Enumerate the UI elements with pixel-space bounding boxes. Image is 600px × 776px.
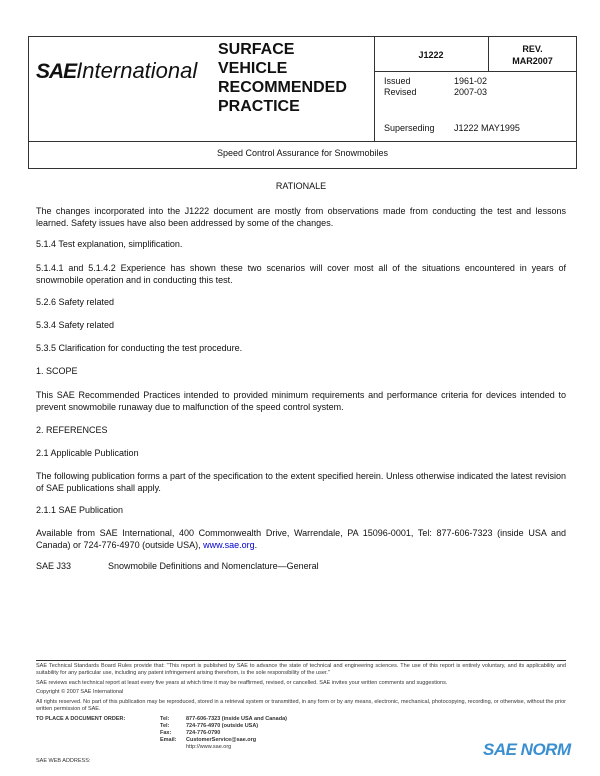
watermark-logo: SAE NORM	[483, 740, 571, 759]
footer-review: SAE reviews each technical report at least every five years at which time it may be reaffirmed, revised, or cancelled. SAE invites your written comments and suggestions.	[36, 680, 448, 686]
item-5-1-4: 5.1.4 Test explanation, simplification.	[36, 239, 183, 249]
footer-divider	[36, 660, 566, 661]
web-label: SAE WEB ADDRESS:	[36, 758, 91, 764]
doc-number: J1222	[418, 50, 444, 60]
reference-j33: SAE J33 Snowmobile Definitions and Nomenclature—General	[36, 561, 319, 571]
item-5-3-5: 5.3.5 Clarification for conducting the test procedure.	[36, 343, 243, 353]
superseding-label: Superseding	[384, 123, 435, 133]
item-5-3-4: 5.3.4 Safety related	[36, 320, 115, 330]
references-heading: 2. REFERENCES	[36, 425, 108, 435]
superseding-value: J1222 MAY1995	[454, 123, 520, 133]
applicable-heading: 2.1 Applicable Publication	[36, 448, 139, 458]
footer-rights: All rights reserved. No part of this publication may be reproduced, stored in a retrieval system or transmitted, in any form or by any means, electronic, mechanical, photocopying, recording, or otherwise, without the prior written permission of SAE.	[36, 699, 566, 712]
document-type: SURFACE VEHICLE RECOMMENDED PRACTICE	[218, 41, 347, 115]
scope-heading: 1. SCOPE	[36, 366, 78, 376]
issued-label: Issued Revised	[384, 76, 417, 97]
rationale-text: The changes incorporated into the J1222 document are mostly from observations made from conducting the test and lessons learned. Safety issues have also been addressed by some of the changes.	[36, 206, 566, 228]
issued-values: 1961-02 2007-03	[454, 76, 488, 97]
rationale-heading: RATIONALE	[275, 181, 327, 191]
web-address[interactable]: http://www.sae.org	[186, 744, 232, 750]
sae-website-link[interactable]: www.sae.org	[203, 540, 255, 550]
sae-publication-heading: 2.1.1 SAE Publication	[36, 505, 124, 515]
revision: REV. MAR2007	[512, 44, 553, 66]
document-title: Speed Control Assurance for Snowmobiles	[216, 148, 389, 158]
sae-logo: SAEInternational	[36, 58, 198, 83]
footer-rules: SAE Technical Standards Board Rules provide that: "This report is published by SAE to advance the state of technical and engineering sciences. The use of this report is entirely voluntary, and its applicability and suitability for any particular use, including any patent infringement arising therefrom, is the sole responsibility of the user."	[36, 663, 566, 676]
item-5-1-4-1: 5.1.4.1 and 5.1.4.2 Experience has shown these two scenarios will cover most all of the situations encountered in years of snowmobile operation and in conducting this test.	[36, 263, 566, 285]
availability-text: Available from SAE International, 400 Commonwealth Drive, Warrendale, PA 15096-0001, Tel: 877-606-7323 (inside USA and Canada) or 724-776-4970 (outside USA), www.sae.org.	[36, 528, 566, 550]
item-5-2-6: 5.2.6 Safety related	[36, 297, 115, 307]
contact-list: Tel: 877-606-7323 (inside USA and Canada) Tel: 724-776-4970 (outside USA) Fax: 724-776-0790 Email: CustomerService@sae.org http://www.sae.org	[160, 716, 287, 750]
order-label: TO PLACE A DOCUMENT ORDER:	[36, 716, 126, 722]
footer-copyright: Copyright © 2007 SAE International	[36, 689, 124, 695]
applicable-text: The following publication forms a part of the specification to the extent specified herein. Unless otherwise indicated the latest revision of SAE publications shall apply.	[36, 471, 566, 493]
scope-text: This SAE Recommended Practices intended to provided minimum requirements and performance criteria for devices intended to prevent snowmobile runaway due to malfunction of the speed control system.	[36, 390, 566, 412]
